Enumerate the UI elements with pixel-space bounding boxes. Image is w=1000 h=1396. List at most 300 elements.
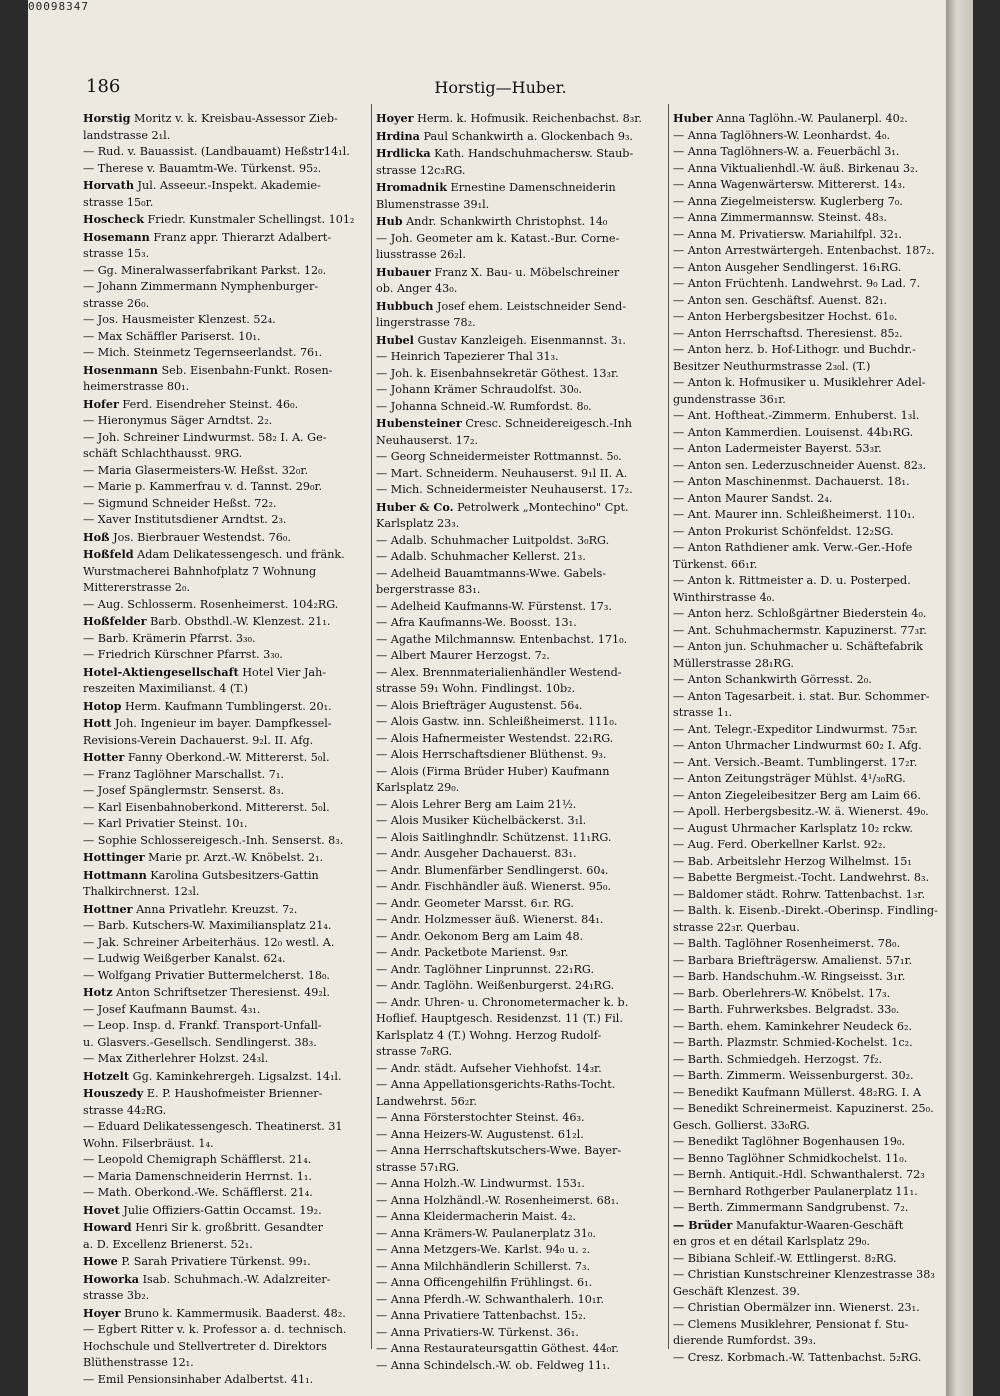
entry-text: — Alois Briefträger Augustenst. 56₄. (376, 698, 583, 712)
directory-entry (376, 1193, 676, 1210)
directory-entry (83, 1253, 383, 1271)
directory-entry (83, 479, 383, 496)
entry-text: liusstrasse 26₂l. (376, 248, 466, 261)
entry-text: — Anton Kammerdien. Louisenst. 44b₁RG. (673, 425, 914, 439)
entry-text: strasse 26₀. (83, 296, 150, 310)
directory-entry (83, 951, 383, 968)
directory-entry (83, 597, 383, 614)
entry-text: strasse 15₃. (83, 247, 150, 260)
directory-entry (376, 1160, 676, 1177)
directory-entry (673, 590, 973, 607)
entry-text: — Barb. Handschuhm.-W. Ringseisst. 3₁r. (673, 970, 906, 983)
directory-entry (376, 1011, 676, 1028)
entry-surname: Hoßfelder (83, 614, 147, 628)
entry-text: Jos. Bierbrauer Westendst. 76₀. (113, 530, 291, 544)
directory-entry (376, 128, 676, 146)
entry-text: — Christian Kunstschreiner Klenzestrasse 38₃ (673, 1268, 935, 1281)
directory-entry (83, 1169, 383, 1186)
entry-text: — Hieronymus Säger Arndtst. 2₂. (83, 414, 273, 427)
entry-text: — Ludwig Weißgerber Kanalst. 62₄. (83, 952, 286, 965)
directory-entry (83, 647, 383, 664)
directory-entry (673, 128, 973, 145)
entry-text: Herm. Kaufmann Tumblingerst. 20₁. (125, 699, 332, 713)
directory-entry (376, 912, 676, 929)
entry-text: — Alois Lehrer Berg am Laim 21½. (376, 797, 577, 811)
entry-text: — Aug. Ferd. Oberkellner Karlst. 92₂. (673, 838, 886, 851)
entry-text: bergerstrasse 83₁. (376, 583, 481, 596)
directory-entry (673, 1300, 973, 1317)
directory-entry (673, 425, 973, 442)
directory-entry (83, 1119, 383, 1136)
entry-text: — Andr. Holzmesser äuß. Wienerst. 84₁. (376, 913, 604, 926)
directory-entry (376, 1028, 676, 1045)
entry-surname: Hosenmann (83, 362, 158, 377)
directory-entry (83, 1372, 383, 1389)
entry-text: — Andr. Fischhändler äuß. Wienerst. 95₀. (376, 880, 612, 893)
entry-text: Petrolwerk „Montechino" Cpt. (457, 500, 629, 514)
directory-entry (673, 557, 973, 574)
directory-entry (673, 606, 973, 623)
entry-text: — Alois Musiker Küchelbäckerst. 3₁l. (376, 814, 587, 827)
entry-text: — Alex. Brennmaterialienhändler Westend- (376, 665, 622, 679)
entry-text: — Johann Zimmermann Nymphenburger- (83, 280, 319, 293)
directory-entry (83, 1288, 383, 1305)
directory-entry (376, 1143, 676, 1160)
entry-text: — Joh. Schreiner Lindwurmst. 58₂ I. A. Ge- (83, 430, 327, 444)
page-header (28, 76, 973, 100)
entry-text: — Heinrich Tapezierer Thal 31₃. (376, 350, 559, 363)
entry-text: — Anton sen. Lederzuschneider Auenst. 82₃. (673, 458, 927, 472)
entry-text: — Leop. Insp. d. Frankf. Transport-Unfall- (83, 1019, 322, 1032)
directory-entry (83, 1002, 383, 1019)
directory-entry (83, 463, 383, 480)
entry-text: Marie pr. Arzt.-W. Knöbelst. 2₁. (148, 851, 324, 864)
entry-text: Thalkirchnerst. 12₃l. (83, 885, 200, 898)
entry-text: Gesch. Gollierst. 33₀RG. (673, 1118, 810, 1132)
entry-text: — Max Schäffler Pariserst. 10₁. (83, 329, 261, 343)
directory-entry (83, 564, 383, 581)
entry-text: — Anton Früchtenh. Landwehrst. 9₀ Lad. 7. (673, 277, 921, 290)
entry-text: — Joh. Geometer am k. Katast.-Bur. Corne- (376, 231, 620, 245)
entry-text: — Benno Taglöhner Schmidkochelst. 11₀. (673, 1151, 908, 1165)
entry-text: — Christian Obermälzer inn. Wienerst. 23₁. (673, 1301, 920, 1314)
entry-text: — Anna Privatiers-W. Türkenst. 36₁. (376, 1325, 579, 1339)
directory-entry (376, 433, 676, 450)
entry-text: — Anton Maschinenmst. Dachauerst. 18₁. (673, 475, 910, 488)
entry-text: — Rud. v. Bauassist. (Landbauamt) Heßstr14₁l. (83, 145, 350, 158)
entry-text: Cresc. Schneidereigesch.-Inh (465, 417, 633, 430)
directory-entry (83, 229, 383, 247)
entry-text: landstrasse 2₁l. (83, 128, 171, 142)
book-spine (946, 0, 973, 1396)
entry-text: Bruno k. Kammermusik. Baaderst. 48₂. (124, 1306, 346, 1320)
entry-text: — Anton Ziegeleibesitzer Berg am Laim 66. (673, 788, 921, 802)
directory-entry (673, 1151, 973, 1168)
directory-entry (83, 512, 383, 529)
directory-entry (673, 1251, 973, 1268)
column-right (673, 110, 973, 1366)
entry-text: Türkenst. 66₁r. (673, 557, 758, 571)
directory-entry (673, 194, 973, 211)
entry-text: — Andr. Taglöhn. Weißenburgerst. 24₁RG. (376, 979, 615, 992)
directory-entry (673, 144, 973, 161)
directory-entry (83, 664, 383, 682)
directory-entry (83, 296, 383, 313)
entry-text: — Anton Prokurist Schönfeldst. 12₂SG. (673, 524, 894, 538)
entry-text: — Karl Privatier Steinst. 10₁. (83, 817, 248, 830)
directory-entry (83, 1051, 383, 1068)
entry-text: Geschäft Klenzest. 39. (673, 1284, 801, 1298)
entry-text: Blumenstrasse 39₁l. (376, 197, 490, 211)
directory-entry (376, 366, 676, 383)
entry-text: — Barth. Zimmerm. Weissenburgerst. 30₂. (673, 1069, 914, 1082)
entry-text: — Anna Viktualienhdl.-W. äuß. Birkenau 3₂. (673, 161, 919, 175)
entry-text: — Alois Herrschaftsdiener Blüthenst. 9₃. (376, 748, 607, 761)
directory-entry (376, 582, 676, 599)
directory-entry (673, 936, 973, 953)
entry-text: — Anna Heizers-W. Augustenst. 61₂l. (376, 1127, 584, 1141)
entry-text: reszeiten Maximilianst. 4 (T.) (83, 682, 249, 695)
directory-entry (376, 1061, 676, 1078)
entry-text: Manufaktur-Waaren-Geschäft (735, 1218, 904, 1232)
entry-text: — Anton herz. b. Hof-Lithogr. und Buchdr.- (673, 343, 916, 356)
entry-text: — Josef Kaufmann Baumst. 4₃₁. (83, 1002, 261, 1016)
entry-text: — Georg Schneidermeister Rottmannst. 5₀. (376, 450, 622, 463)
entry-surname: Hoscheck (83, 212, 144, 226)
entry-text: ob. Anger 43₀. (376, 282, 458, 295)
entry-text: Moritz v. k. Kreisbau-Assessor Zieb- (134, 112, 338, 125)
page-title: Horstig—Huber. (434, 78, 567, 97)
directory-entry (376, 163, 676, 180)
entry-surname: Hovet (83, 1202, 120, 1217)
directory-entry (376, 797, 676, 814)
entry-surname: Horvath (83, 178, 134, 192)
entry-text: — Ant. Hoftheat.-Zimmerm. Enhuberst. 1₃l. (673, 409, 920, 422)
entry-text: — Maria Damenschneiderin Herrnst. 1₁. (83, 1169, 312, 1183)
directory-entry (376, 264, 676, 282)
entry-text: — Anton k. Hofmusiker u. Musiklehrer Adel- (673, 376, 926, 389)
entry-text: strasse 7₀RG. (376, 1045, 453, 1058)
directory-entry (83, 263, 383, 280)
entry-surname: Hub (376, 214, 403, 228)
entry-text: strasse 15₀r. (83, 195, 154, 209)
entry-text: — Adalb. Schuhmacher Luitpoldst. 3₀RG. (376, 533, 610, 547)
directory-entry (83, 767, 383, 784)
directory-entry (376, 549, 676, 566)
directory-entry (376, 145, 676, 163)
entry-text: Hoflief. Hauptgesch. Residenzst. 11 (T.) Fil. (376, 1012, 623, 1025)
directory-entry (376, 615, 676, 632)
entry-text: Neuhauserst. 17₂. (376, 433, 479, 447)
directory-entry (673, 227, 973, 244)
entry-surname: — Brüder (673, 1217, 733, 1232)
directory-entry (673, 540, 973, 557)
entry-text: E. P. Haushofmeister Brienner- (146, 1087, 323, 1100)
directory-entry (83, 529, 383, 547)
directory-entry (83, 110, 383, 128)
entry-text: Seb. Eisenbahn-Funkt. Rosen- (161, 363, 333, 377)
directory-entry (673, 755, 973, 772)
entry-text: — Andr. Geometer Marsst. 6₁r. RG. (376, 896, 574, 910)
directory-entry (376, 499, 676, 517)
entry-text: — Barth. Schmiedgeh. Herzogst. 7f₂. (673, 1052, 883, 1066)
directory-entry (83, 177, 383, 195)
directory-entry (83, 345, 383, 362)
entry-text: Müllerstrasse 28₁RG. (673, 656, 794, 670)
entry-text: Blüthenstrasse 12₁. (83, 1356, 194, 1369)
entry-text: — Barth. ehem. Kaminkehrer Neudeck 6₂. (673, 1019, 913, 1033)
directory-entry (83, 1136, 383, 1153)
directory-entry (376, 1044, 676, 1061)
entry-text: — Math. Oberkond.-We. Schäfflerst. 21₄. (83, 1186, 313, 1199)
directory-entry (673, 210, 973, 227)
entry-text: — Anton Rathdiener amk. Verw.-Ger.-Hofe (673, 541, 913, 554)
directory-entry (83, 613, 383, 631)
entry-text: — Benedikt Schreinermeist. Kapuzinerst. 25₀. (673, 1102, 934, 1115)
directory-entry (673, 1101, 973, 1118)
entry-text: Isab. Schuhmach.-W. Adalzreiter- (142, 1272, 331, 1286)
entry-text: Anna Privatlehr. Kreuzst. 7₂. (136, 902, 298, 916)
directory-entry (673, 392, 973, 409)
entry-text: — Johanna Schneid.-W. Rumfordst. 8₀. (376, 399, 592, 413)
directory-entry (376, 1226, 676, 1243)
entry-text: Karlsplatz 23₃. (376, 517, 460, 530)
entry-text: — Max Zitherlehrer Holzst. 24₃l. (83, 1052, 269, 1065)
directory-entry (376, 780, 676, 797)
entry-surname: Hosemann (83, 229, 150, 244)
entry-text: — Emil Pensionsinhaber Adalbertst. 41₁. (83, 1372, 314, 1386)
directory-page (28, 0, 973, 1396)
entry-text: — Anna Försterstochter Steinst. 46₃. (376, 1111, 585, 1124)
directory-entry (376, 995, 676, 1012)
directory-entry (673, 342, 973, 359)
entry-text: — Clemens Musiklehrer, Pensionat f. Stu- (673, 1317, 909, 1331)
directory-entry (673, 524, 973, 541)
entry-surname: Hottner (83, 901, 133, 916)
directory-entry (376, 681, 676, 698)
entry-surname: Huber (673, 111, 713, 125)
entry-text: — Ant. Telegr.-Expeditor Lindwurmst. 75₃r. (673, 722, 918, 736)
directory-entry (83, 430, 383, 447)
directory-entry (673, 1267, 973, 1284)
directory-entry (673, 1284, 973, 1301)
entry-surname: Hotzelt (83, 1068, 130, 1083)
entry-text: — Apoll. Herbergsbesitz.-W. ä. Wienerst. 49₀. (673, 805, 929, 818)
directory-entry (83, 1085, 383, 1103)
entry-surname: Hoyer (376, 111, 414, 125)
entry-text: strasse 22₃r. Querbau. (673, 920, 800, 934)
entry-text: a. D. Excellenz Brienerst. 52₁. (83, 1237, 253, 1251)
entry-text: Anton Schriftsetzer Theresienst. 49₂l. (116, 986, 330, 999)
entry-text: — Barbara Briefträgersw. Amalienst. 57₁r. (673, 953, 913, 967)
directory-entry (376, 632, 676, 649)
directory-entry (83, 446, 383, 463)
directory-entry (376, 879, 676, 896)
entry-text: — Barth. Fuhrwerksbes. Belgradst. 33₀. (673, 1003, 900, 1016)
directory-entry (83, 631, 383, 648)
directory-entry (83, 901, 383, 919)
entry-text: — Alois (Firma Brüder Huber) Kaufmann (376, 764, 610, 778)
directory-entry (376, 846, 676, 863)
directory-entry (83, 800, 383, 817)
directory-entry (673, 870, 973, 887)
directory-entry (673, 1167, 973, 1184)
entry-text: — Anna Ziegelmeistersw. Kuglerberg 7₀. (673, 194, 903, 208)
directory-entry (83, 1035, 383, 1052)
directory-entry (673, 1317, 973, 1334)
entry-text: — Andr. Packetbote Marienst. 9₃r. (376, 946, 569, 959)
directory-entry (376, 1127, 676, 1144)
directory-entry (673, 177, 973, 194)
entry-text: — Anna Pferdh.-W. Schwanthalerh. 10₁r. (376, 1292, 605, 1306)
entry-text: Karlsplatz 29₀. (376, 781, 460, 794)
directory-entry (673, 408, 973, 425)
directory-entry (83, 968, 383, 985)
directory-entry (83, 413, 383, 430)
directory-entry (673, 441, 973, 458)
directory-entry (673, 1217, 973, 1235)
entry-text: Jul. Asseeur.-Inspekt. Akademie- (137, 179, 321, 192)
entry-text: Josef ehem. Leistschneider Send- (437, 299, 627, 313)
directory-entry (673, 722, 973, 739)
directory-entry (83, 1185, 383, 1202)
entry-surname: Hottinger (83, 850, 145, 864)
entry-text: — Anton Arrestwärtergeh. Entenbachst. 187₂. (673, 244, 935, 257)
column-middle (376, 110, 676, 1374)
entry-text: Herm. k. Hofmusik. Reichenbachst. 8₃r. (417, 112, 642, 125)
directory-entry (673, 1002, 973, 1019)
entry-text: — Friedrich Kürschner Pfarrst. 3₃₀. (83, 648, 283, 661)
entry-text: — Adelheid Bauamtmanns-Wwe. Gabels- (376, 566, 607, 580)
entry-text: Wohn. Filserbräust. 1₄. (83, 1136, 214, 1150)
directory-entry (376, 281, 676, 298)
directory-entry (83, 379, 383, 396)
entry-text: — Ant. Versich.-Beamt. Tumblingerst. 17₂r. (673, 755, 918, 769)
entry-surname: Howe (83, 1254, 118, 1268)
directory-entry (376, 978, 676, 995)
entry-surname: Hotz (83, 985, 113, 999)
directory-entry (673, 243, 973, 260)
directory-entry (376, 1176, 676, 1193)
directory-entry (673, 458, 973, 475)
directory-entry (83, 715, 383, 733)
directory-entry (376, 1358, 676, 1375)
entry-text: P. Sarah Privatiere Türkenst. 99₁. (121, 1255, 311, 1268)
directory-entry (376, 599, 676, 616)
entry-surname: Hromadnik (376, 180, 447, 194)
entry-text: — Benedikt Kaufmann Müllerst. 48₂RG. I. A (673, 1085, 922, 1099)
entry-text: — Anton Herbergsbesitzer Hochst. 61₀. (673, 310, 898, 323)
entry-text: — Franz Taglöhner Marschallst. 7₁. (83, 767, 284, 781)
entry-text: Hochschule und Stellvertreter d. Direktors (83, 1339, 327, 1353)
entry-text: gundenstrasse 36₁r. (673, 392, 786, 406)
entry-text: — Anna Kleidermacherin Maist. 4₂. (376, 1210, 576, 1223)
entry-text: — Mart. Schneiderm. Neuhauserst. 9₁l II. A. (376, 466, 628, 480)
entry-text: — Bernh. Antiquit.-Hdl. Schwanthalerst. 72₃ (673, 1168, 925, 1181)
entry-text: — Leopold Chemigraph Schäfflerst. 21₄. (83, 1153, 312, 1166)
entry-text: Franz appr. Thierarzt Adalbert- (153, 230, 332, 244)
directory-entry (673, 837, 973, 854)
directory-entry (673, 276, 973, 293)
directory-entry (83, 128, 383, 145)
directory-entry (83, 1103, 383, 1120)
entry-text: — Anna Metzgers-We. Karlst. 94₀ u. ₂. (376, 1243, 591, 1256)
entry-text: — Eduard Delikatessengesch. Theatinerst. 31 (83, 1120, 343, 1133)
entry-text: Besitzer Neuthurmstrasse 2₃₀l. (T.) (673, 359, 871, 373)
entry-text: — Adalb. Schuhmacher Kellerst. 21₃. (376, 550, 586, 563)
directory-entry (83, 884, 383, 901)
entry-surname: Howard (83, 1220, 132, 1234)
directory-entry (83, 749, 383, 767)
directory-entry (673, 903, 973, 920)
entry-text: — Anna Restaurateursgattin Göthest. 44₀r. (376, 1342, 619, 1355)
directory-entry (673, 1035, 973, 1052)
entry-text: strasse 44₂RG. (83, 1103, 167, 1117)
entry-text: — Anton Uhrmacher Lindwurmst 60₂ I. Afg. (673, 739, 922, 752)
directory-entry (376, 1094, 676, 1111)
directory-entry (673, 1134, 973, 1151)
entry-text: — Anna Krämers-W. Paulanerplatz 31₀. (376, 1226, 596, 1240)
entry-text: — Adelheid Kaufmanns-W. Fürstenst. 17₃. (376, 599, 612, 613)
directory-entry (376, 482, 676, 499)
directory-entry (376, 1209, 676, 1226)
entry-text: — Albert Maurer Herzogst. 7₂. (376, 649, 550, 662)
entry-text: — Anna M. Privatiersw. Mariahilfpl. 32₁. (673, 227, 902, 241)
entry-surname: Hottmann (83, 867, 147, 882)
entry-text: Ernestine Damenschneiderin (450, 181, 616, 194)
directory-entry (673, 1019, 973, 1036)
directory-entry (673, 738, 973, 755)
entry-text: — Barb. Kutschers-W. Maximiliansplatz 21₄. (83, 919, 332, 932)
directory-entry (376, 197, 676, 214)
entry-text: — August Uhrmacher Karlsplatz 10₂ rckw. (673, 821, 913, 835)
directory-entry (673, 920, 973, 937)
entry-text: Revisions-Verein Dachauerst. 9₂l. II. Afg. (83, 733, 314, 747)
entry-text: Andr. Schankwirth Christophst. 14₀ (406, 215, 608, 228)
entry-text: strasse 12c₃RG. (376, 163, 466, 177)
entry-text: — Anna Milchhändlerin Schillerst. 7₃. (376, 1259, 591, 1273)
entry-text: strasse 57₁RG. (376, 1160, 460, 1174)
entry-text: — Andr. Ausgeher Dachauerst. 83₁. (376, 847, 577, 860)
entry-text: — Anna Taglöhners-W. a. Feuerbächl 3₁. (673, 145, 900, 158)
entry-text: schäft Schlachthausst. 9RG. (83, 447, 243, 460)
entry-text: strasse 3b₂. (83, 1289, 150, 1302)
entry-text: Ferd. Eisendreher Steinst. 46₀. (122, 397, 299, 411)
entry-text: — Babette Bergmeist.-Tocht. Landwehrst. 8₃. (673, 871, 930, 884)
directory-entry (376, 830, 676, 847)
directory-entry (376, 648, 676, 665)
directory-entry (376, 1259, 676, 1276)
directory-entry (376, 698, 676, 715)
directory-entry (83, 681, 383, 698)
directory-entry (673, 326, 973, 343)
entry-text: Landwehrst. 56₂r. (376, 1094, 477, 1108)
entry-text: — Anna Holzhändl.-W. Rosenheimerst. 68₁. (376, 1193, 619, 1207)
entry-text: strasse 1₁. (673, 706, 733, 719)
directory-entry (83, 1355, 383, 1372)
entry-text: Anna Taglöhn.-W. Paulanerpl. 40₂. (716, 112, 908, 125)
entry-text: — Mich. Steinmetz Tegernseerlandst. 76₁. (83, 346, 323, 359)
entry-text: u. Glasvers.-Gesellsch. Sendlingerst. 38₃. (83, 1035, 317, 1049)
directory-entry (673, 1184, 973, 1201)
directory-entry (83, 1068, 383, 1086)
directory-entry (376, 213, 676, 231)
entry-text: Paul Schankwirth a. Glockenbach 9₃. (423, 129, 633, 143)
entry-surname: Huber & Co. (376, 499, 454, 514)
entry-text: — Alois Saitlinghndlr. Schützenst. 11₁RG. (376, 830, 612, 844)
entry-text: lingerstrasse 78₂. (376, 316, 476, 329)
directory-entry (673, 672, 973, 689)
